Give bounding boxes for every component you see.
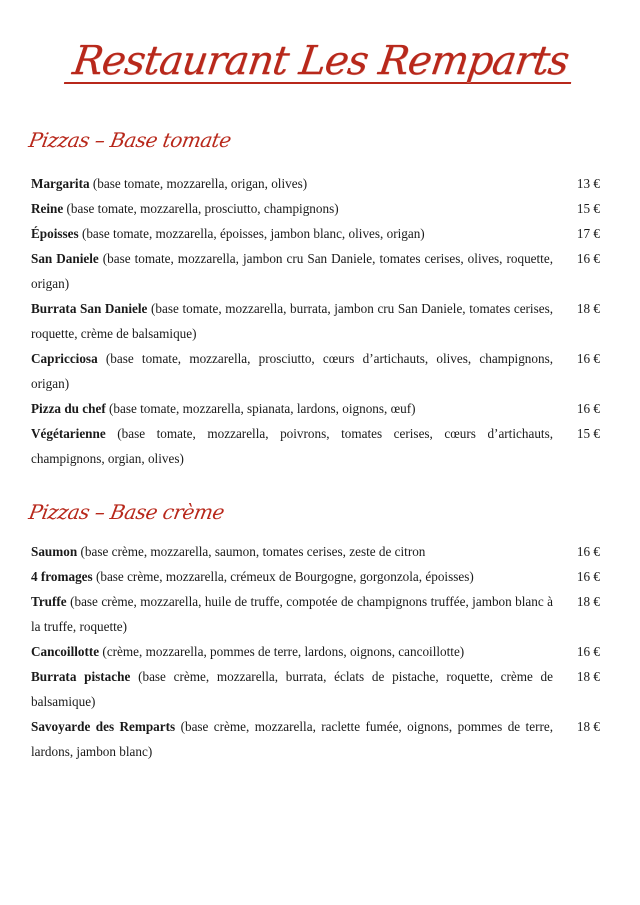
- menu-item: [31, 196, 600, 221]
- item-name: Burrata San Daniele: [31, 301, 148, 316]
- item-name: 4 fromages: [31, 569, 93, 584]
- item-description: (base tomate, mozzarella, burrata, jambon cru San Daniele, tomates cerises, roquette, crème de balsamique): [31, 301, 554, 341]
- item-price: 18 €: [576, 669, 600, 684]
- menu-item: [31, 221, 600, 246]
- item-description: (base tomate, mozzarella, prosciutto, champignons): [66, 201, 339, 216]
- item-price: 15 €: [576, 201, 600, 216]
- item-price: 16 €: [576, 644, 600, 659]
- item-description: (base tomate, mozzarella, prosciutto, cœurs d’artichauts, olives, champignons, origan): [31, 351, 554, 391]
- menu-item: [31, 421, 600, 471]
- item-name: Reine: [31, 201, 64, 216]
- menu-item: [31, 714, 600, 764]
- menu-item: [31, 246, 600, 296]
- item-name: San Daniele: [31, 251, 99, 266]
- item-description: (crème, mozzarella, pommes de terre, lardons, oignons, cancoillotte): [102, 644, 465, 659]
- item-price: 16 €: [576, 351, 600, 366]
- item-name: Burrata pistache: [31, 669, 131, 684]
- item-description: (base crème, mozzarella, huile de truffe, compotée de champignons truffée, jambon blanc à la truffe, roquette): [31, 594, 554, 634]
- item-description: (base crème, mozzarella, saumon, tomates cerises, zeste de citron: [80, 544, 426, 559]
- item-description: (base tomate, mozzarella, origan, olives): [92, 176, 308, 191]
- item-price: 18 €: [576, 594, 600, 609]
- menu-item: [31, 589, 600, 639]
- item-price: 18 €: [576, 301, 600, 316]
- item-name: Pizza du chef: [31, 401, 106, 416]
- item-name: Cancoillotte: [31, 644, 100, 659]
- menu-item: [31, 171, 600, 196]
- menu-list-base-creme: [31, 539, 600, 764]
- item-name: Époisses: [31, 226, 79, 241]
- item-name: Végétarienne: [31, 426, 106, 441]
- item-price: 16 €: [576, 569, 600, 584]
- item-price: 16 €: [576, 401, 600, 416]
- restaurant-title: Restaurant Les Remparts: [63, 40, 576, 84]
- item-description: (base tomate, mozzarella, poivrons, tomates cerises, cœurs d’artichauts, champignons, orgian, olives): [31, 426, 554, 466]
- section-title-base-creme: Pizzas – Base crème: [27, 500, 227, 524]
- menu-item: [31, 664, 600, 714]
- item-price: 17 €: [576, 226, 600, 241]
- section-title-base-tomate: Pizzas – Base tomate: [27, 128, 233, 152]
- menu-list-base-tomate: [31, 171, 600, 471]
- item-name: Capricciosa: [31, 351, 98, 366]
- item-description: (base tomate, mozzarella, jambon cru San Daniele, tomates cerises, olives, roquette, origan): [31, 251, 553, 291]
- item-name: Saumon: [31, 544, 78, 559]
- item-price: 15 €: [576, 426, 600, 441]
- item-price: 13 €: [576, 176, 600, 191]
- item-price: 16 €: [576, 251, 600, 266]
- menu-item: [31, 346, 600, 396]
- item-description: (base tomate, mozzarella, spianata, lardons, oignons, œuf): [109, 401, 416, 416]
- item-name: Margarita: [31, 176, 90, 191]
- menu-item: [31, 539, 600, 564]
- title-container: [0, 40, 640, 84]
- item-name: Savoyarde des Remparts: [31, 719, 176, 734]
- item-price: 18 €: [576, 719, 600, 734]
- menu-item: [31, 296, 600, 346]
- item-description: (base crème, mozzarella, burrata, éclats de pistache, roquette, crème de balsamique): [31, 669, 554, 709]
- item-name: Truffe: [31, 594, 67, 609]
- menu-item: [31, 564, 600, 589]
- item-price: 16 €: [576, 544, 600, 559]
- menu-item: [31, 396, 600, 421]
- item-description: (base crème, mozzarella, crémeux de Bourgogne, gorgonzola, époisses): [95, 569, 474, 584]
- item-description: (base tomate, mozzarella, époisses, jambon blanc, olives, origan): [81, 226, 425, 241]
- menu-item: [31, 639, 600, 664]
- item-description: (base crème, mozzarella, raclette fumée, oignons, pommes de terre, lardons, jambon blanc): [31, 719, 554, 759]
